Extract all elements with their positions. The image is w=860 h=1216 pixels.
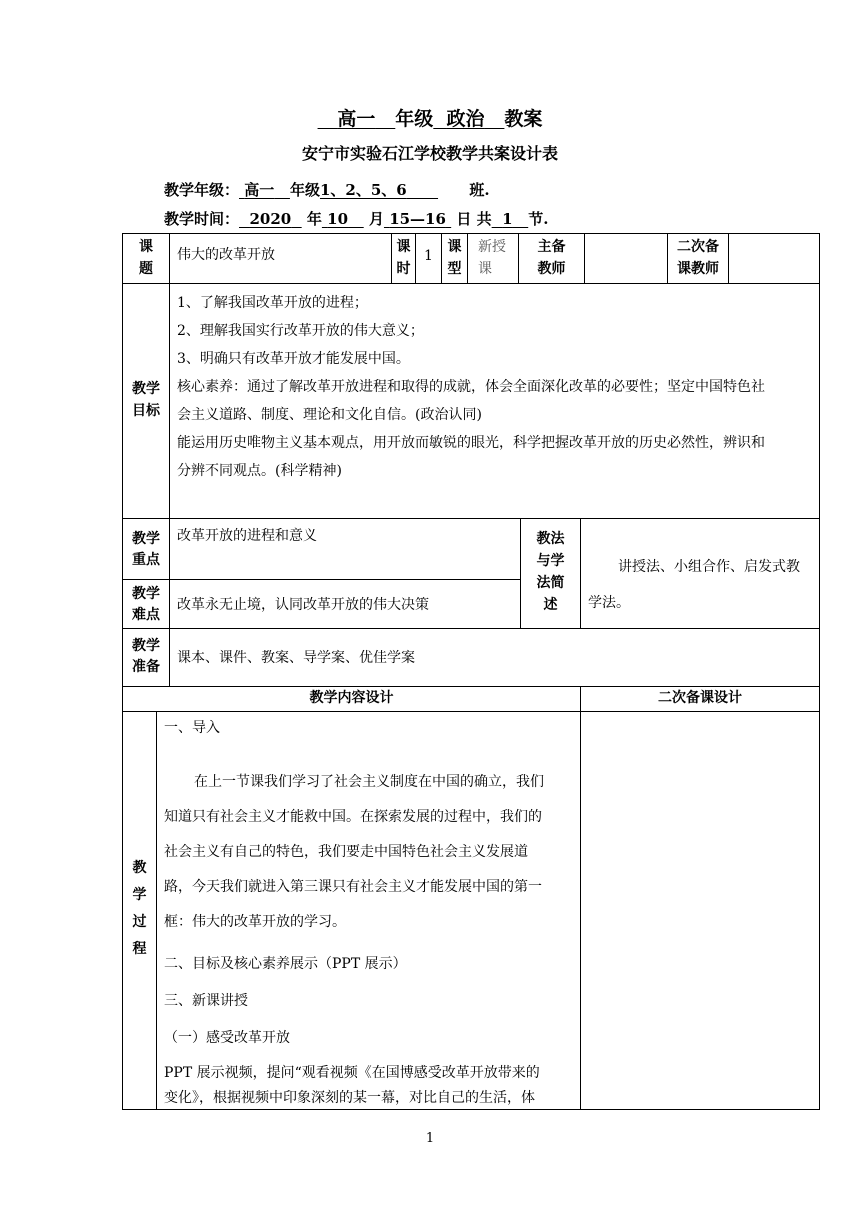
hours-label: 课时 (396, 239, 411, 277)
second-design-header: 二次备课设计 (658, 690, 742, 706)
difficulty-label: 教学难点 (132, 586, 160, 623)
hours-value: 1 (424, 248, 433, 264)
page-number: 1 (425, 1131, 435, 1146)
second-teacher-label: 二次备课教师 (677, 239, 719, 277)
intro-heading: 一、导入 (164, 720, 220, 736)
sub-heading: （一）感受改革开放 (164, 1030, 290, 1046)
objective-line: 3、明确只有改革开放才能发展中国。 (177, 351, 410, 367)
objective-line: 分辨不同观点。(科学精神) (177, 463, 342, 479)
intro-line: 路，今天我们就进入第三课只有社会主义才能发展中国的第一 (164, 879, 542, 895)
new-lesson-heading: 三、新课讲授 (164, 993, 248, 1009)
intro-line: 框：伟大的改革开放的学习。 (164, 914, 346, 930)
intro-line: 社会主义有自己的特色，我们要走中国特色社会主义发展道 (164, 844, 528, 860)
lead-teacher-label: 主备教师 (537, 239, 566, 277)
objective-line: 核心素养：通过了解改革开放进程和取得的成就，体会全面深化改革的必要性；坚定中国特色社 (177, 379, 765, 395)
objectives-label: 教学目标 (132, 381, 160, 419)
topic-value: 伟大的改革开放 (177, 247, 275, 263)
intro-line: 在上一节课我们学习了社会主义制度在中国的确立，我们 (194, 774, 544, 790)
page-title: 高一 年级 政治 教案 (337, 108, 543, 130)
ppt-line: 变化》，根据视频中印象深刻的某一幕，对比自己的生活，体 (164, 1090, 535, 1106)
ppt-line: PPT 展示视频，提问“观看视频《在国博感受改革开放带来的 (164, 1065, 540, 1081)
type-label: 课型 (447, 239, 462, 277)
objective-line: 会主义道路、制度、理论和文化自信。(政治认同) (177, 407, 482, 423)
type-value: 新授课 (478, 239, 506, 277)
preparation-label: 教学准备 (132, 638, 160, 675)
methods-value: 讲授法、小组合作、启发式教 学法。 (588, 559, 800, 611)
intro-line: 知道只有社会主义才能救中国。在探索发展的过程中，我们的 (164, 809, 542, 825)
grade-line: 教学年级： 高一 年级1、2、5、6 班. (164, 181, 490, 199)
school-table-title: 安宁市实验石江学校教学共案设计表 (301, 144, 558, 163)
topic-label: 课题 (139, 239, 153, 277)
objective-line: 1、了解我国改革开放的进程； (177, 295, 368, 311)
objectives-content (177, 289, 817, 485)
time-line: 教学时间： 2020 年 10 月 15—16 日 共 1 节. (164, 210, 549, 228)
objective-line: 2、理解我国实行改革开放的伟大意义； (177, 323, 424, 339)
process-label: 教学过程 (132, 860, 147, 957)
key-point-value: 改革开放的进程和意义 (177, 528, 317, 544)
process-content (164, 717, 576, 1111)
methods-label: 教法与学法简述 (536, 531, 565, 613)
goals-heading: 二、目标及核心素养展示（PPT 展示） (164, 956, 407, 972)
key-point-label: 教学重点 (132, 531, 160, 568)
preparation-value: 课本、课件、教案、导学案、优佳学案 (177, 650, 415, 666)
difficulty-value: 改革永无止境，认同改革开放的伟大决策 (177, 597, 429, 613)
content-design-header: 教学内容设计 (309, 690, 394, 706)
objective-line: 能运用历史唯物主义基本观点，用开放而敏锐的眼光，科学把握改革开放的历史必然性，辨识和 (177, 435, 765, 451)
